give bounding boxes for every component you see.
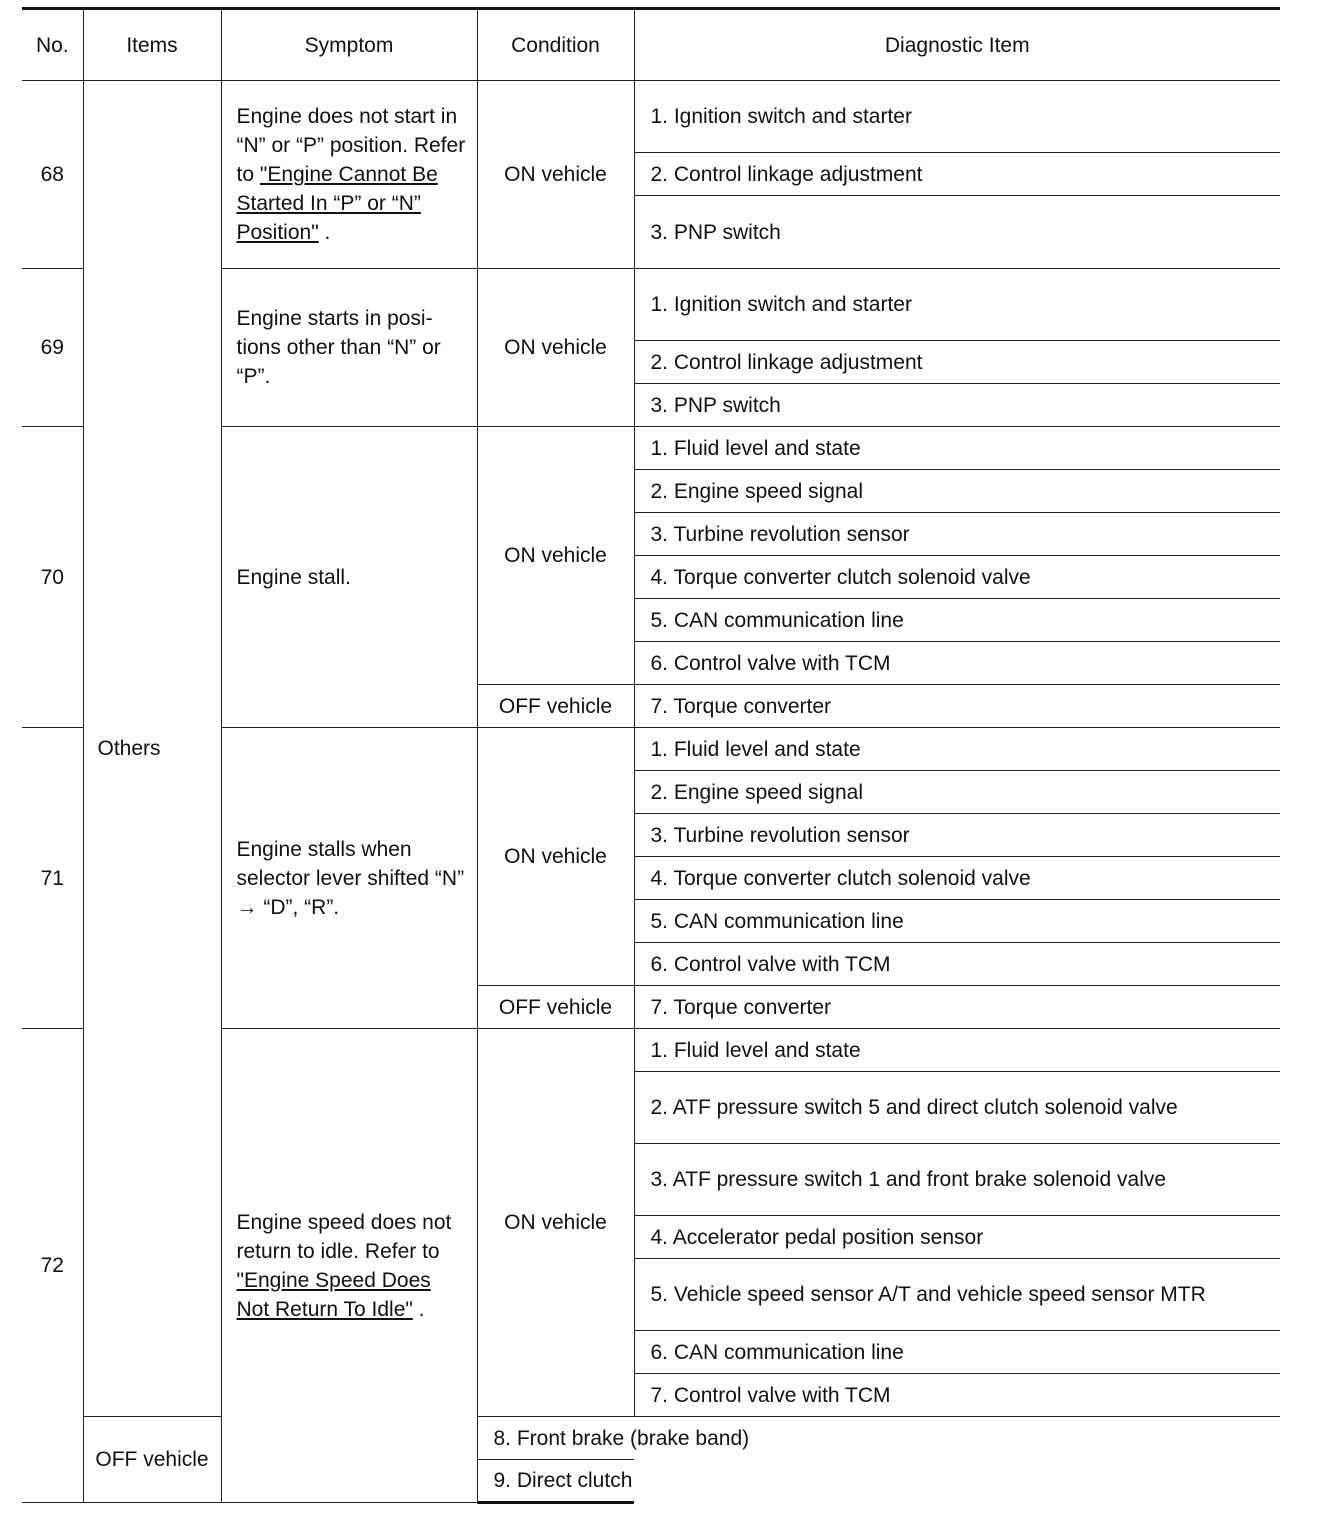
diagnostic-item: 1. Ignition switch and starter — [634, 269, 1280, 341]
diagnostic-item: 3. PNP switch — [634, 384, 1280, 427]
symptom-cell: Engine stalls when selector lever shifted “N” → “D”, “R”. — [221, 728, 477, 1029]
symptom-text: Engine does not start in “N” or “P” position. Refer to — [236, 105, 466, 186]
items-group: Others — [83, 81, 221, 1417]
condition-cell: OFF vehicle — [477, 986, 634, 1029]
row-number: 72 — [22, 1029, 83, 1503]
condition-cell: OFF vehicle — [83, 1417, 221, 1503]
header-symptom: Symptom — [221, 9, 477, 81]
diagnostic-item: 6. CAN communication line — [634, 1331, 1280, 1374]
symptom-tail: . — [318, 221, 331, 244]
diagnostic-item: 4. Torque converter clutch solenoid valve — [634, 857, 1280, 900]
symptom-reference-link[interactable]: "Engine Speed Does Not Return To Idle" — [236, 1268, 431, 1321]
diagnostic-item: 6. Control valve with TCM — [634, 642, 1280, 685]
diagnostic-item: 7. Control valve with TCM — [634, 1374, 1280, 1417]
diagnostic-item: 3. Turbine revolution sensor — [634, 513, 1280, 556]
diagnostic-item: 1. Fluid level and state — [634, 1029, 1280, 1072]
header-no: No. — [22, 9, 83, 81]
symptom-cell: Engine starts in posi-tions other than “N” or “P”. — [221, 269, 477, 427]
diagnostic-item: 1. Fluid level and state — [634, 427, 1280, 470]
row-number: 69 — [22, 269, 83, 427]
diagnostic-table — [22, 7, 1280, 1504]
condition-cell: ON vehicle — [477, 427, 634, 685]
diagnostic-item: 2. Control linkage adjustment — [634, 153, 1280, 196]
diagnostic-item: 5. Vehicle speed sensor A/T and vehicle speed sensor MTR — [634, 1259, 1280, 1331]
diagnostic-item: 6. Control valve with TCM — [634, 943, 1280, 986]
table-row — [22, 1417, 1280, 1460]
condition-cell: ON vehicle — [477, 728, 634, 986]
diagnostic-item: 7. Torque converter — [634, 986, 1280, 1029]
diagnostic-item: 3. PNP switch — [634, 196, 1280, 269]
header-condition: Condition — [477, 9, 634, 81]
diagnostic-item: 7. Torque converter — [634, 685, 1280, 728]
diagnostic-item: 1. Ignition switch and starter — [634, 81, 1280, 153]
row-number: 70 — [22, 427, 83, 728]
symptom-cell: Engine stall. — [221, 427, 477, 728]
diagnostic-item: 4. Accelerator pedal position sensor — [634, 1216, 1280, 1259]
diagnostic-item: 2. Engine speed signal — [634, 771, 1280, 814]
diagnostic-item: 4. Torque converter clutch solenoid valve — [634, 556, 1280, 599]
diagnostic-item: 8. Front brake (brake band) — [477, 1417, 634, 1460]
condition-cell: ON vehicle — [477, 1029, 634, 1417]
table-row — [22, 81, 1280, 153]
header-items: Items — [83, 9, 221, 81]
diagnostic-item: 2. Engine speed signal — [634, 470, 1280, 513]
diagnostic-item: 5. CAN communication line — [634, 900, 1280, 943]
symptom-reference-link[interactable]: "Engine Cannot Be Started In “P” or “N” Position" — [236, 163, 438, 244]
symptom-tail: . — [412, 1297, 425, 1321]
diagnostic-item: 9. Direct clutch — [477, 1460, 634, 1503]
condition-cell: ON vehicle — [477, 269, 634, 427]
symptom-text: Engine speed does not return to idle. Refer to — [236, 1210, 452, 1263]
row-number: 68 — [22, 81, 83, 269]
diagnostic-item: 5. CAN communication line — [634, 599, 1280, 642]
diagnostic-item: 3. Turbine revolution sensor — [634, 814, 1280, 857]
header-diagnostic-item: Diagnostic Item — [634, 9, 1280, 81]
symptom-cell — [221, 81, 477, 269]
row-number: 71 — [22, 728, 83, 1029]
condition-cell: ON vehicle — [477, 81, 634, 269]
symptom-cell — [221, 1029, 477, 1503]
diagnostic-item: 2. Control linkage adjustment — [634, 341, 1280, 384]
diagnostic-item: 1. Fluid level and state — [634, 728, 1280, 771]
diagnostic-item: 3. ATF pressure switch 1 and front brake solenoid valve — [634, 1144, 1280, 1216]
condition-cell: OFF vehicle — [477, 685, 634, 728]
diagnostic-item: 2. ATF pressure switch 5 and direct clutch solenoid valve — [634, 1072, 1280, 1144]
header-row — [22, 9, 1280, 81]
